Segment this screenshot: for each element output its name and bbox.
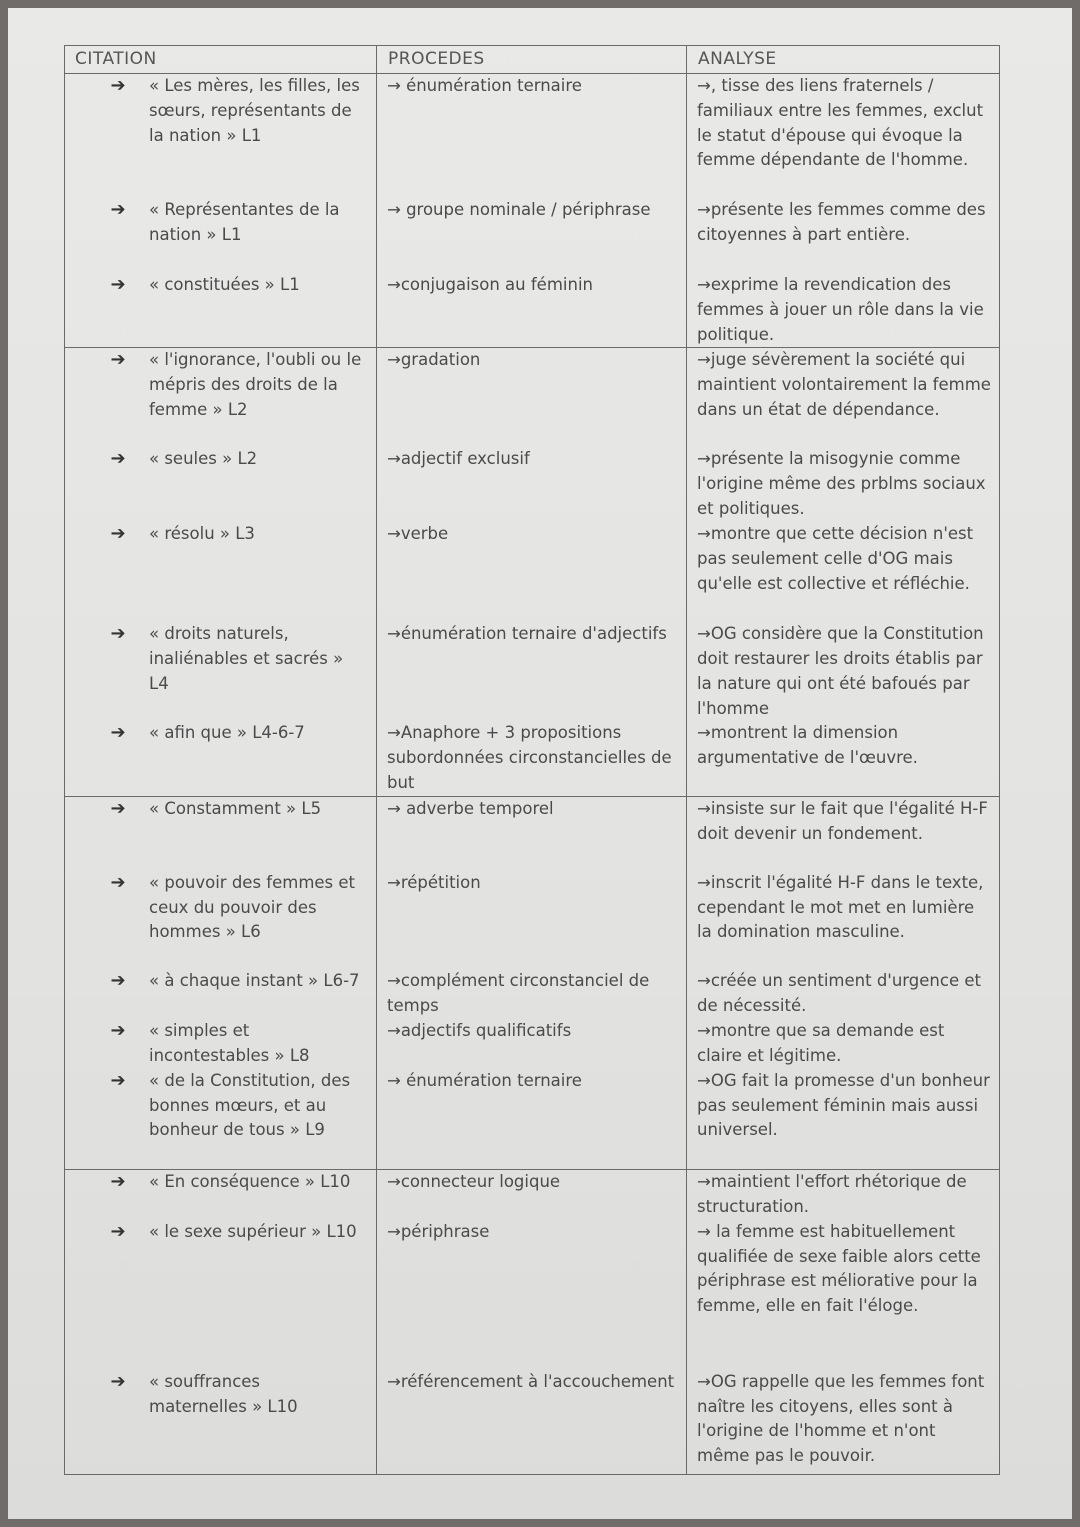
header-citation: CITATION — [65, 46, 377, 74]
citation-cell — [65, 796, 377, 1169]
citation-item — [65, 198, 376, 273]
arrow-icon: ➔ — [110, 75, 126, 96]
citation-text: « résolu » L3 — [149, 524, 255, 544]
analyse-text: →montre que sa demande est claire et légitime. — [697, 1020, 945, 1065]
section-row-3 — [65, 796, 1000, 1169]
procede-text: →connecteur logique — [387, 1171, 561, 1191]
procede-text: →répétition — [387, 872, 481, 892]
citation-item — [65, 969, 376, 1019]
citation-text: « En conséquence » L10 — [149, 1171, 351, 1191]
analyse-cell — [687, 74, 1000, 348]
arrow-icon: ➔ — [110, 797, 126, 819]
arrow-icon: ➔ — [110, 349, 126, 371]
header-procedes: PROCEDES — [377, 46, 687, 74]
citation-text: « pouvoir des femmes et ceux du pouvoir des hommes » L6 — [149, 872, 356, 942]
procede-cell — [377, 348, 687, 796]
citation-item — [65, 273, 376, 298]
arrow-icon: ➔ — [110, 274, 126, 295]
analyse-cell — [687, 796, 1000, 1169]
arrow-icon: ➔ — [110, 1069, 126, 1091]
citation-item — [65, 1170, 376, 1220]
citation-item — [65, 348, 376, 447]
analyse-text: →OG rappelle que les femmes font naître les citoyens, elles sont à l'origine de l'homme et n'ont même pas le pouvoir. — [697, 1371, 985, 1466]
citation-item — [65, 447, 376, 522]
citation-text: « seules » L2 — [149, 449, 258, 469]
citation-text: « simples et incontestables » L8 — [149, 1020, 310, 1065]
citation-text: « afin que » L4-6-7 — [149, 723, 305, 743]
arrow-icon: ➔ — [110, 871, 126, 893]
citation-item — [65, 721, 376, 746]
section-row-1 — [65, 74, 1000, 348]
analysis-table — [64, 45, 1000, 1475]
citation-text: « Les mères, les filles, les sœurs, représentants de la nation » L1 — [149, 76, 360, 145]
procede-text: →conjugaison au féminin — [387, 275, 593, 294]
analyse-cell — [687, 1169, 1000, 1474]
citation-cell — [65, 348, 377, 796]
arrow-icon: ➔ — [110, 523, 126, 545]
analyse-text: →OG fait la promesse d'un bonheur pas seulement féminin mais aussi universel. — [697, 1070, 990, 1140]
analyse-text: →, tisse des liens fraternels / familiaux entre les femmes, exclut le statut d'épouse qui évoque la femme dépendante de l'homme. — [697, 76, 984, 170]
procede-text: →énumération ternaire d'adjectifs — [387, 624, 667, 644]
analyse-text: →insiste sur le fait que l'égalité H-F doit devenir un fondement. — [697, 798, 988, 843]
citation-text: « Constamment » L5 — [149, 798, 322, 818]
arrow-icon: ➔ — [110, 969, 126, 991]
citation-item — [65, 1370, 376, 1420]
citation-item — [65, 522, 376, 622]
procede-text: →gradation — [387, 350, 481, 370]
citation-item — [65, 74, 376, 198]
section-row-2 — [65, 348, 1000, 796]
arrow-icon: ➔ — [110, 1170, 126, 1192]
procede-cell — [377, 1169, 687, 1474]
citation-text: « le sexe supérieur » L10 — [149, 1221, 357, 1241]
procede-text: →référencement à l'accouchement — [387, 1371, 675, 1391]
arrow-icon: ➔ — [110, 199, 126, 220]
citation-text: « constituées » L1 — [149, 275, 300, 294]
paper-sheet — [8, 8, 1072, 1519]
analyse-text: → la femme est habituellement qualifiée de sexe faible alors cette périphrase est méliorative pour la femme, elle en fait l'éloge. — [697, 1221, 981, 1316]
procede-text: → énumération ternaire — [387, 76, 582, 95]
analyse-text: →maintient l'effort rhétorique de structuration. — [697, 1171, 967, 1216]
citation-item — [65, 622, 376, 721]
arrow-icon: ➔ — [110, 1220, 126, 1242]
analyse-text: →présente la misogynie comme l'origine même des prblms sociaux et politiques. — [697, 449, 986, 518]
arrow-icon: ➔ — [110, 623, 126, 645]
analyse-text: →juge sévèrement la société qui maintient volontairement la femme dans un état de dépendance. — [697, 350, 991, 419]
procede-text: →Anaphore + 3 propositions subordonnées circonstancielles de but — [387, 723, 672, 792]
citation-item — [65, 1069, 376, 1143]
citation-text: « de la Constitution, des bonnes mœurs, et au bonheur de tous » L9 — [149, 1070, 351, 1140]
citation-item — [65, 871, 376, 969]
header-row — [65, 46, 1000, 74]
procede-cell — [377, 74, 687, 348]
citation-item — [65, 1220, 376, 1370]
procede-cell — [377, 796, 687, 1169]
citation-item — [65, 797, 376, 871]
citation-cell — [65, 1169, 377, 1474]
procede-text: → adverbe temporel — [387, 798, 554, 818]
analyse-text: →créée un sentiment d'urgence et de nécessité. — [697, 970, 981, 1015]
header-analyse: ANALYSE — [687, 46, 1000, 74]
analyse-cell — [687, 348, 1000, 796]
procede-text: →adjectifs qualificatifs — [387, 1020, 572, 1040]
citation-text: « l'ignorance, l'oubli ou le mépris des droits de la femme » L2 — [149, 350, 362, 419]
analyse-text: →montrent la dimension argumentative de l'œuvre. — [697, 723, 918, 768]
arrow-icon: ➔ — [110, 1019, 126, 1041]
citation-text: « souffrances maternelles » L10 — [149, 1371, 298, 1416]
arrow-icon: ➔ — [110, 1370, 126, 1392]
section-row-4 — [65, 1169, 1000, 1474]
procede-text: →verbe — [387, 524, 449, 544]
procede-text: → groupe nominale / périphrase — [387, 200, 651, 219]
arrow-icon: ➔ — [110, 722, 126, 744]
procede-text: →adjectif exclusif — [387, 449, 530, 469]
citation-text: « à chaque instant » L6-7 — [149, 970, 360, 990]
analyse-text: →OG considère que la Constitution doit restaurer les droits établis par la nature qui ont été bafoués par l'homme — [697, 624, 984, 718]
analyse-text: →montre que cette décision n'est pas seulement celle d'OG mais qu'elle est collective et réfléchie. — [697, 524, 974, 593]
citation-text: « droits naturels, inaliénables et sacrés » L4 — [149, 624, 344, 693]
citation-item — [65, 1019, 376, 1069]
procede-text: → énumération ternaire — [387, 1070, 582, 1090]
procede-text: →complément circonstanciel de temps — [387, 970, 650, 1015]
citation-cell — [65, 74, 377, 348]
arrow-icon: ➔ — [110, 448, 126, 470]
analyse-text: →exprime la revendication des femmes à jouer un rôle dans la vie politique. — [697, 275, 984, 344]
citation-text: « Représentantes de la nation » L1 — [149, 200, 340, 244]
procede-text: →périphrase — [387, 1221, 490, 1241]
analyse-text: →inscrit l'égalité H-F dans le texte, cependant le mot met en lumière la domination masculine. — [697, 872, 984, 942]
analyse-text: →présente les femmes comme des citoyennes à part entière. — [697, 200, 986, 244]
